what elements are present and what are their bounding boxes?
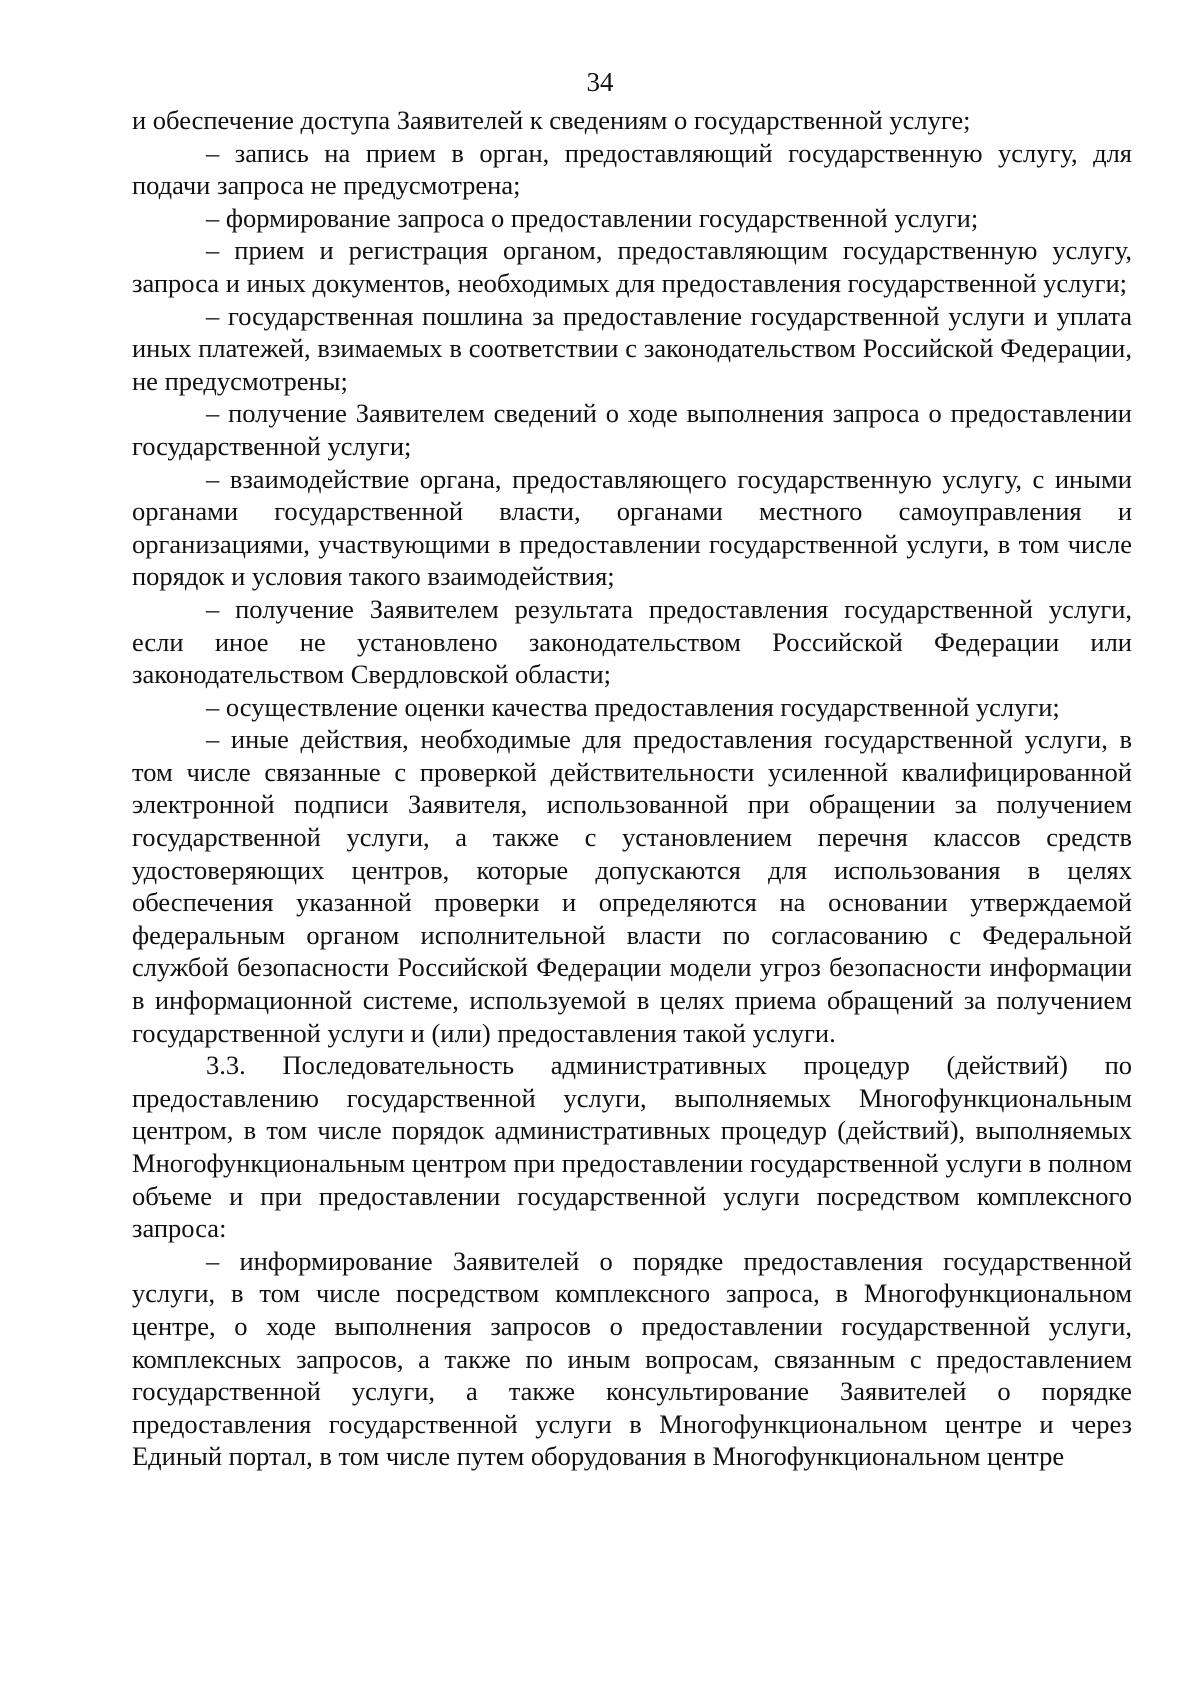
paragraph-interagency-interaction: – взаимодействие органа, предоставляющего государственную услугу, с иными органами государственной власти, органами местного самоуправления и организациями, участвующими в предоставлении государственной услуги, в том числе порядок и условия такого взаимодействия; [132, 463, 1132, 592]
paragraph-appointment-not-provided: – запись на прием в орган, предоставляющий государственную услугу, для подачи запроса не предусмотрена; [132, 137, 1132, 201]
paragraph-quality-assessment: – осуществление оценки качества предоставления государственной услуги; [206, 691, 1060, 722]
paragraph-state-fee: – государственная пошлина за предоставление государственной услуги и уплата иных платежей, взимаемых в соответствии с законодательством Российской Федерации, не предусмотрены; [132, 300, 1132, 396]
paragraph-result-receipt: – получение Заявителем результата предоставления государственной услуги, если иное не установлено законодательством Российской Федерации или законодательством Свердловской области; [132, 593, 1132, 690]
paragraph-section-3-3: 3.3. Последовательность административных процедур (действий) по предоставлению государственной услуги, выполняемых Многофункциональным центром, в том числе порядок административных процедур (действий), выполняемых Многофункциональным центром при предоставлении государственной услуги в полном объеме и при предоставлении государственной услуги посредством комплексного запроса: [132, 1050, 1132, 1244]
page-number: 34 [586, 67, 614, 97]
paragraph-request-formation: – формирование запроса о предоставлении государственной услуги; [206, 202, 979, 233]
paragraph-request-status: – получение Заявителем сведений о ходе выполнения запроса о предоставлении государственной услуги; [132, 398, 1132, 461]
paragraph-request-registration: – прием и регистрация органом, предоставляющим государственную услугу, запроса и иных документов, необходимых для предоставления государственной услуги; [132, 235, 1132, 298]
paragraph-other-actions: – иные действия, необходимые для предоставления государственной услуги, в том числе связанные с проверкой действительности усиленной квалифицированной электронной подписи Заявителя, использованной при обращении за получением государственной услуги, а также с установлением перечня классов средств удостоверяющих центров, которые допускаются для использования в целях обеспечения указанной проверки и определяются на основании утверждаемой федеральным органом исполнительной власти по согласованию с Федеральной службой безопасности Российской Федерации модели угроз безопасности информации в информационной системе, используемой в целях приема обращений за получением государственной услуги и (или) предоставления такой услуги. [132, 724, 1132, 1048]
paragraph-informing-applicants: – информирование Заявителей о порядке предоставления государственной услуги, в том числе посредством комплексного запроса, в Многофункциональном центре, о ходе выполнения запросов о предоставлении государственной услуги, комплексных запросов, а также по иным вопросам, связанным с предоставлением государственной услуги, а также консультирование Заявителей о порядке предоставления государственной услуги в Многофункциональном центре и через Единый портал, в том числе путем оборудования в Многофункциональном центре [132, 1245, 1132, 1472]
paragraph-access-to-information: и обеспечение доступа Заявителей к сведениям о государственной услуге; [132, 105, 971, 135]
body-text [132, 104, 1132, 1473]
